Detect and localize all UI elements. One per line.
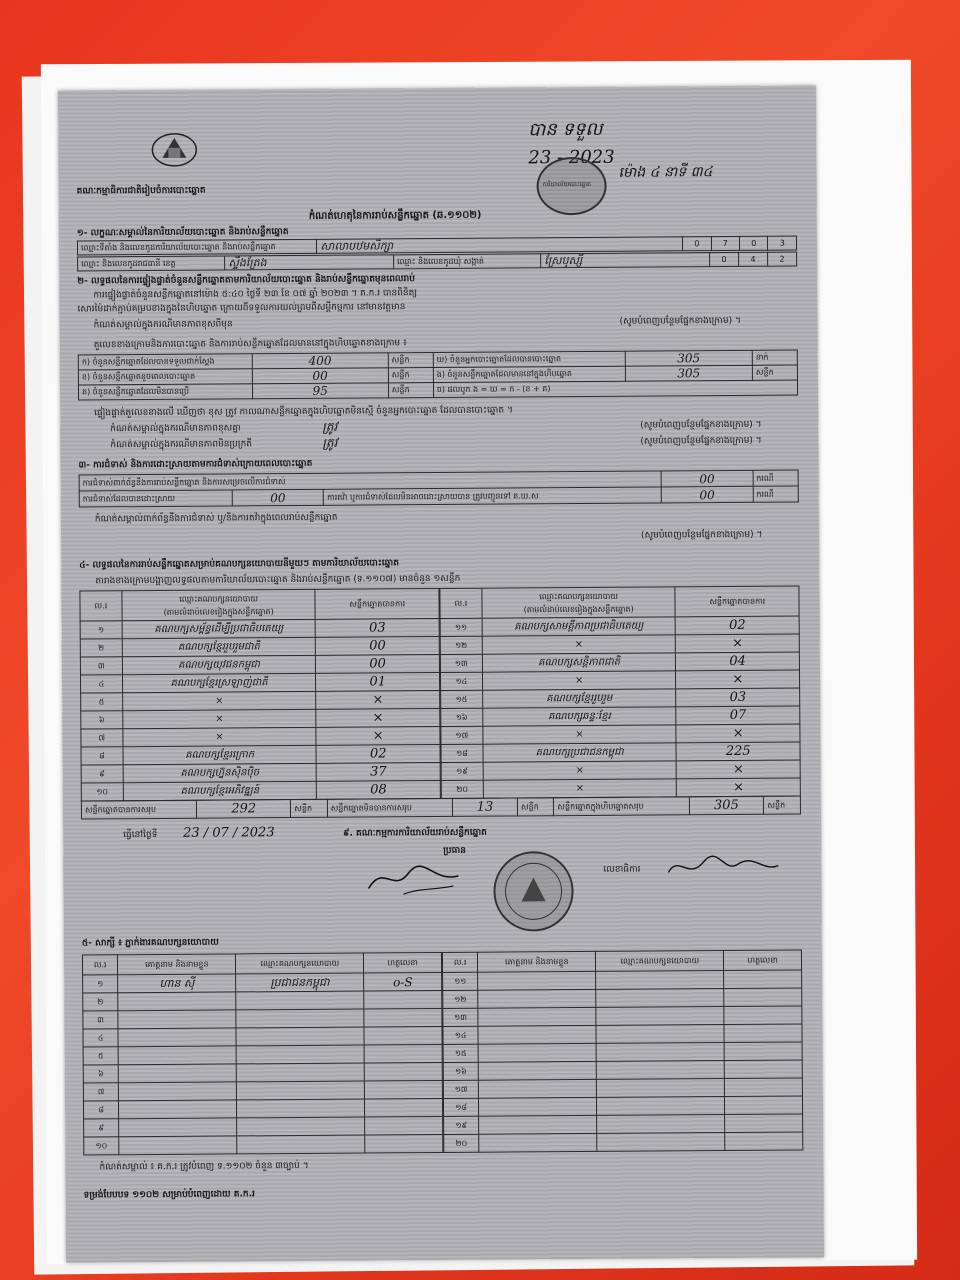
section1-title: ១- លក្ខណៈសម្គាល់នៃការិយាល័យបោះឆ្នោត និងរាប់សន្លឹកឆ្នោត — [76, 227, 289, 239]
received-stamp: ការិយាល័យបោះឆ្នោត — [536, 157, 606, 215]
party-name: គណបក្សខ្មែរក្រោក — [123, 745, 317, 764]
col-party: ឈ្មោះគណបក្សនយោបាយ (តាមលំដាប់លេខរៀងក្នុងសន្លឹកឆ្នោត) — [122, 589, 316, 620]
section3-title: ៣- ការជំទាស់ និងការដោះស្រាយតាមការជំទាស់ក្រោយពេលបោះឆ្នោត — [78, 458, 313, 471]
row-no: ៤ — [80, 675, 122, 693]
row-no: ១៦ — [441, 708, 483, 726]
note2-label: កំណត់សម្គាល់ក្នុងករណីមានភាពមិនប្រក្រតី — [110, 439, 253, 451]
objection-label: ការជំទាស់ពាក់ព័ន្ធនឹងការរាប់សន្លឹកឆ្នោត និងការសម្រេចលើការជំទាស់ — [79, 471, 661, 491]
party-name: × — [123, 727, 317, 746]
row-no: ១៥ — [441, 690, 483, 708]
party-votes: 03 — [676, 688, 800, 707]
received-time: ម៉ោង ៤ នាទី ៣៤ — [618, 164, 713, 181]
col-votes: សន្លឹកឆ្នោតបានការ — [315, 589, 439, 620]
site-label: ឈ្មោះទីតាំង និងលេខកូដការិយាល័យបោះឆ្នោត និងរាប់សន្លឹកឆ្នោត — [77, 239, 316, 255]
col-party: ឈ្មោះគណបក្សនយោបាយ (តាមលំដាប់លេខរៀងក្នុងសន្លឹកឆ្នោត) — [482, 587, 676, 618]
section2-line3-tail: (សូមបំពេញបន្ថែមផ្នែកខាងក្រោម) ។ — [619, 315, 741, 327]
party-name: គណបក្សសម្ព័ន្ធដើម្បីប្រជាធិបតេយ្យ — [122, 619, 316, 638]
unit-label: ករណី — [753, 470, 798, 486]
unresolved-label: ការតវ៉ា ឬការជំទាស់ដែលមិនអាចដោះស្រាយបាន ត្រូវបញ្ជូនទៅ គ.ឃ.ស — [324, 487, 662, 505]
totals-row — [81, 795, 801, 819]
section2-table — [78, 350, 798, 401]
chair-label: ៩. គណៈកម្មការការិយាល័យរាប់សន្លឹកឆ្នោត — [343, 827, 487, 839]
row-no: ៥ — [81, 693, 123, 711]
section4-subtitle: តារាងខាងក្រោមបង្ហាញលទ្ធផលតាមការិយាល័យបោះឆ្នោត និងរាប់សន្លឹកឆ្នោត (ទ.១១០៧) មានចំនួន ១សន្លឹក — [95, 573, 461, 587]
unit-label: សន្លឹក — [517, 798, 554, 816]
official-stamp-icon — [493, 851, 574, 932]
party-votes: 225 — [676, 742, 800, 761]
col-sign: ហត្ថលេខា — [724, 950, 802, 971]
date-label: ធ្វើនៅថ្ងៃទី — [123, 829, 158, 841]
unit-label: សន្លឹក — [291, 799, 328, 817]
site-value: សាលាបឋមសិក្សា — [317, 237, 683, 254]
row-no: ១៣ — [443, 1008, 478, 1026]
party-votes: 08 — [317, 781, 441, 800]
row-no: ៣ — [83, 1011, 118, 1029]
row-no: ១ — [83, 975, 118, 993]
unit-label: ករណី — [753, 486, 798, 502]
row-no: ១៤ — [443, 1026, 478, 1044]
site-code-digit: 0 — [683, 237, 712, 251]
chair-role: ប្រធាន — [443, 845, 466, 856]
party-name: × — [122, 709, 316, 728]
note1-tail: (សូមបំពេញបន្ថែមផ្នែកខាងក្រោម) ។ — [640, 419, 762, 431]
party-name: × — [482, 635, 676, 654]
section2-line1: ការផ្ទៀងផ្ទាត់ចំនួនសន្លឹកឆ្នោតនៅម៉ោង ៥:៤០ ថ្ងៃទី ២៣ ខែ ០៧ ឆ្នាំ ២០២៣ ។ គ.ក.រ បានពិនិត្យ — [93, 288, 418, 301]
col-name: គោត្តនាម និងនាមខ្លួន — [118, 954, 236, 975]
received-date: 23 - 2023 — [528, 146, 615, 169]
row-no: ៧ — [81, 729, 123, 747]
party-votes: 02 — [316, 745, 440, 764]
party-votes: 02 — [676, 616, 800, 635]
received-ballots-value: 400 — [252, 353, 388, 369]
party-name: × — [483, 725, 677, 744]
voters-value: 305 — [625, 350, 752, 366]
witness-name: ហាន ស៊ី — [118, 974, 236, 993]
row-no: ៦ — [81, 711, 123, 729]
resolved-label: ការជំទាស់ដែលបានដោះស្រាយ — [79, 490, 232, 507]
party-name: គណបក្សសន្តិភាពជាតិ — [482, 653, 676, 672]
row-no: ១២ — [443, 990, 478, 1008]
unresolved-value: 00 — [661, 486, 753, 503]
commune-label: ឈ្មោះ និងលេខកូដឃុំ សង្កាត់ — [394, 254, 541, 269]
section2-line3: កំណត់សម្គាល់ក្នុងករណីមានភាពខុសពីមុន — [93, 319, 233, 331]
party-name: × — [483, 779, 677, 798]
party-name: គណបក្សខ្មែរស្រឡាញ់ជាតិ — [122, 673, 316, 692]
party-votes: × — [316, 709, 440, 728]
section2-intro: តួលេខខាងក្រោមនិងការបោះឆ្នោត និងការរាប់សន្លឹកឆ្នោតដែលមាននៅក្នុងហិបឆ្នោតខាងក្រោម ៖ — [93, 338, 407, 351]
row-no: ៧ — [83, 1083, 118, 1101]
witness-table-left — [82, 952, 443, 1156]
unit-label: សន្លឹក — [388, 353, 433, 368]
row-no: ១៤ — [440, 672, 482, 690]
section3-note: កំណត់សម្គាល់ពាក់ព័ន្ធនឹងការជំទាស់ ឬ/និងការតវ៉ាក្នុងពេលរាប់សន្លឹកឆ្នោត — [94, 512, 338, 525]
ballots-in-box-value: 305 — [625, 365, 752, 381]
total-valid-label: សន្លឹកឆ្នោតបានការសរុប — [81, 800, 196, 819]
section2-title: ២- លទ្ធផលនៃការផ្ទៀងផ្ទាត់ចំនួនសន្លឹកឆ្នោតតាមការិយាល័យបោះឆ្នោត និងរាប់សន្លឹកឆ្នោតមុនពេលរាប់ — [77, 274, 415, 287]
resolved-value: 00 — [232, 489, 324, 506]
spoiled-ballots-value: 00 — [252, 368, 388, 384]
section3-note-tail: (សូមបំពេញបន្ថែមផ្នែកខាងក្រោម) ។ — [641, 529, 763, 541]
section4-title: ៤- លទ្ធផលនៃការរាប់សន្លឹកឆ្នោតសម្រាប់គណបក្សនយោបាយនីមួយៗ តាមការិយាល័យបោះឆ្នោត — [79, 558, 399, 571]
row-no: ២ — [80, 639, 122, 657]
col-name: គោត្តនាម និងនាមខ្លួន — [478, 951, 596, 972]
row-no: ៨ — [83, 1101, 118, 1119]
commune-code-digit: 0 — [709, 252, 738, 266]
note1-value: ត្រូវ — [322, 419, 338, 434]
ballot-count-form — [58, 85, 824, 1262]
row-no: ១០ — [81, 783, 123, 801]
total-invalid-label: សន្លឹកឆ្នោតមិនបានការសរុប — [327, 798, 452, 817]
total-box-value: 305 — [689, 796, 764, 815]
form-title: កំណត់ហេតុនៃការរាប់សន្លឹកឆ្នោត (ឆ.១១០២) — [308, 209, 482, 222]
party-votes: × — [676, 670, 800, 689]
row-no: ១៣ — [440, 654, 482, 672]
site-code-digit: 3 — [768, 236, 797, 250]
ballots-in-box-label: ង) ចំនួនសន្លឹកឆ្នោតដែលមាននៅក្នុងហិបឆ្នោត — [433, 366, 625, 382]
section3-table — [79, 469, 799, 507]
footnote: កំណត់សម្គាល់ ៖ គ.ក.រ ត្រូវបំពេញ ទ.១១០២ ចំនួន ៣ច្បាប់ ។ — [99, 1160, 309, 1173]
col-no: ល.រ — [440, 588, 482, 618]
row-no: ១៥ — [443, 1044, 478, 1062]
party-votes: × — [677, 760, 801, 779]
secretary-label: លេខាធិការ — [603, 864, 641, 875]
check-line: ផ្ទៀងផ្ទាត់តួលេខខាងលើ ឃើញថា ខុស ត្រូវ កាលណាសន្លឹកឆ្នោតក្នុងហិបឆ្នោតមិនស្មើ ចំនួនអ្នកបោះឆ្នោត ដែលបានបោះឆ្នោត ។ — [94, 405, 513, 419]
voters-label: ឃ) ចំនួនអ្នកបោះឆ្នោតដែលបានបោះឆ្នោត — [433, 351, 625, 367]
note1-label: កំណត់សម្គាល់ក្នុងករណីមានភាពខុសគ្នា — [110, 423, 241, 435]
site-code-digit: 0 — [739, 236, 768, 250]
row-no: ១៨ — [441, 744, 483, 762]
row-no: ៩ — [84, 1119, 119, 1137]
party-votes: × — [676, 634, 800, 653]
row-no: ១១ — [440, 618, 482, 636]
unused-ballots-value: 95 — [252, 383, 388, 399]
received-note: បាន ទទួល — [528, 118, 603, 141]
form-footer: ទម្រង់បែបបទ ១១០២ សម្រាប់បំពេញដោយ គ.ក.រ — [83, 1189, 255, 1201]
results-table-left — [79, 588, 440, 802]
party-name: គណបក្សហ្វ៊ុនស៊ិនប៉ិច — [123, 763, 317, 782]
date-value: 23 / 07 / 2023 — [183, 825, 275, 841]
row-no: ១៦ — [443, 1062, 478, 1080]
spoiled-ballots-label: ខ) ចំនួនសន្លឹកឆ្នោតខូចពេលបោះឆ្នោត — [78, 369, 252, 385]
chair-signature-icon — [363, 858, 463, 899]
row-no: ៩ — [81, 765, 123, 783]
row-no: ១០ — [84, 1137, 119, 1155]
party-name: គណបក្សយុវជនកម្ពុជា — [122, 655, 316, 674]
committee-name: គណៈកម្មាធិការជាតិរៀបចំការបោះឆ្នោត — [76, 185, 206, 197]
commune-value: ស្រែឫស្សី — [541, 253, 710, 268]
witness-signature: o-S — [364, 973, 442, 992]
site-code-digit: 7 — [711, 236, 740, 250]
col-sign: ហត្ថលេខា — [364, 953, 442, 974]
note2-tail: (សូមបំពេញបន្ថែមផ្នែកខាងក្រោម) ។ — [640, 435, 762, 447]
col-party: ឈ្មោះគណបក្សនយោបាយ — [596, 951, 724, 972]
col-no: ល.រ — [442, 952, 477, 972]
party-votes: 00 — [316, 655, 440, 674]
unit-label: សន្លឹក — [388, 383, 433, 398]
row-no: ១៩ — [444, 1116, 479, 1134]
total-box-label: សន្លឹកឆ្នោតក្នុងហិបឆ្នោតសរុប — [554, 797, 689, 816]
row-no: ៤ — [83, 1029, 118, 1047]
objection-value: 00 — [661, 470, 753, 487]
witness-table-right — [442, 949, 803, 1153]
party-votes: 03 — [316, 619, 440, 638]
party-name: គណបក្សខ្មែររួបរួមជាតិ — [122, 637, 316, 656]
party-votes: × — [677, 778, 801, 797]
col-no: ល.រ — [80, 591, 122, 621]
party-name: គណបក្សឆន្ទៈខ្មែរ — [482, 707, 676, 726]
party-name: × — [482, 671, 676, 690]
row-no: ២ — [83, 993, 118, 1011]
party-name: × — [122, 691, 316, 710]
party-votes: 37 — [317, 763, 441, 782]
province-value: ស្ទឹងត្រែង — [225, 255, 394, 270]
witness-party: ប្រជាជនកម្ពុជា — [236, 973, 364, 992]
party-name: គណបក្សសាមគ្គីភាពប្រជាធិបតេយ្យ — [482, 617, 676, 636]
party-name: × — [483, 761, 677, 780]
commune-code-digit: 4 — [738, 252, 767, 266]
section2-line2: សោរម៉ៃដាក់ភ្ជាប់គម្របខាងក្នុងនៃហិបឆ្នោត ក្រោយពីទទួលការយល់ព្រមពីសម្តីកម្មការ នៅមានវត្តមាន — [77, 302, 406, 315]
secretary-signature-icon — [663, 852, 783, 883]
row-no: ១៧ — [441, 726, 483, 744]
note2-value: ត្រូវ — [322, 435, 338, 450]
party-votes: × — [316, 691, 440, 710]
sum-formula: ច) ផលបូក ង = ឃ = ក - (ខ + គ) — [433, 380, 797, 398]
party-name: គណបក្សខ្មែរអភិវឌ្ឍន៍ — [123, 781, 317, 800]
results-table-right — [439, 585, 800, 799]
total-valid-value: 292 — [197, 800, 291, 819]
province-label: ឈ្មោះ និងលេខកូដរាជធានី ខេត្ត — [78, 256, 225, 271]
party-votes: 04 — [676, 652, 800, 671]
unit-label: នាក់ — [752, 350, 797, 365]
party-name: គណបក្សខ្មែររួបរួម — [482, 689, 676, 708]
col-no: ល.រ — [82, 955, 117, 975]
unused-ballots-label: គ) ចំនួនសន្លឹកឆ្នោតដែលមិនបានប្រើ — [78, 384, 252, 400]
row-no: ១២ — [440, 636, 482, 654]
party-votes: 07 — [676, 706, 800, 725]
row-no: ១៩ — [441, 762, 483, 780]
row-no: ៨ — [81, 747, 123, 765]
row-no: ១ — [80, 621, 122, 639]
col-votes: សន្លឹកឆ្នោតបានការ — [675, 586, 799, 617]
row-no: ១១ — [443, 972, 478, 990]
unit-label: សន្លឹក — [388, 368, 433, 383]
party-name: គណបក្សប្រជាជនកម្ពុជា — [483, 743, 677, 762]
unit-label: សន្លឹក — [764, 796, 801, 814]
row-no: ៥ — [83, 1047, 118, 1065]
section5-title: ៥- សាក្សី ៖ ភ្នាក់ងារគណបក្សនយោបាយ — [81, 937, 219, 949]
row-no: ២០ — [444, 1134, 479, 1152]
commune-code-digit: 2 — [768, 252, 797, 266]
received-ballots-label: ក) ចំនួនសន្លឹកឆ្នោតដែលបានទទួលជាក់ស្តែង — [78, 354, 252, 370]
row-no: ១៨ — [443, 1098, 478, 1116]
row-no: ៦ — [83, 1065, 118, 1083]
row-no: ៣ — [80, 657, 122, 675]
total-invalid-value: 13 — [452, 798, 517, 816]
party-votes: × — [676, 724, 800, 743]
party-votes: × — [316, 727, 440, 746]
nec-emblem-icon — [146, 130, 202, 168]
unit-label: សន្លឹក — [752, 365, 797, 380]
party-votes: 01 — [316, 673, 440, 692]
col-party: ឈ្មោះគណបក្សនយោបាយ — [236, 953, 364, 974]
row-no: ១៧ — [443, 1080, 478, 1098]
row-no: ២០ — [441, 780, 483, 798]
party-votes: 00 — [316, 637, 440, 656]
